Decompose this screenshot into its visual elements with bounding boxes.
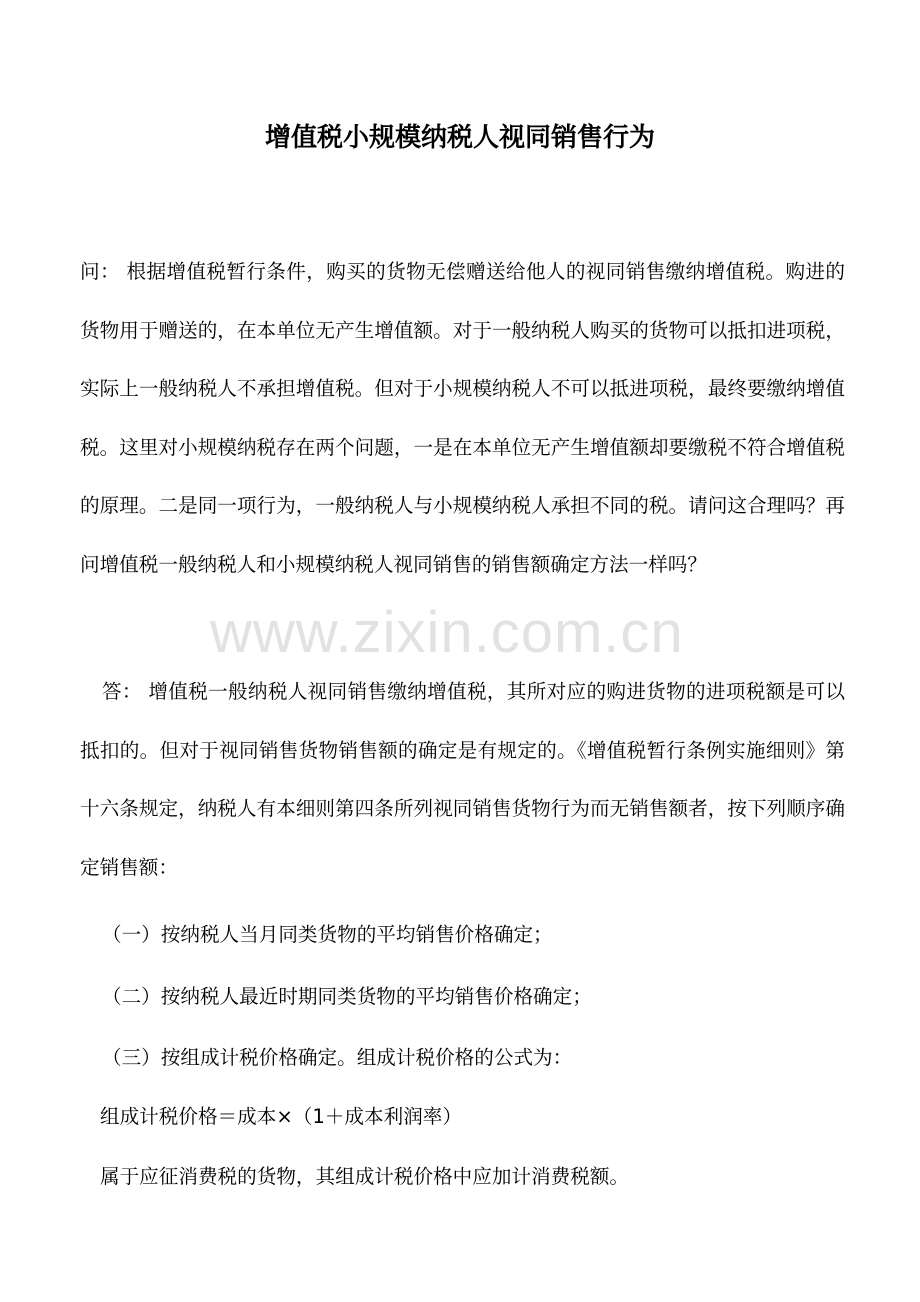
- page-title: 增值税小规模纳税人视同销售行为: [264, 123, 655, 153]
- note-text: 属于应征消费税的货物，其组成计税价格中应加计消费税额。: [100, 1165, 630, 1188]
- list-item-3: （三）按组成计税价格确定。组成计税价格的公式为：: [102, 1046, 573, 1069]
- answer-paragraph: 答： 增值税一般纳税人视同销售缴纳增值税，其所对应的购进货物的进项税额是可以抵扣的。但对于视同销售货物销售额的确定是有规定的。《增值税暂行条例实施细则》第十六条规定，纳税人有本细则第四条所列视同销售货物行为而无销售额者，按下列顺序确定销售额：: [80, 680, 845, 879]
- list-item-1: （一）按纳税人当月同类货物的平均销售价格确定；: [102, 923, 553, 946]
- formula-text: 组成计税价格＝成本×（1＋成本利润率）: [100, 1105, 462, 1128]
- list-item-2: （二）按纳税人最近时期同类货物的平均销售价格确定；: [102, 985, 592, 1008]
- question-paragraph: 问： 根据增值税暂行条件，购买的货物无偿赠送给他人的视同销售缴纳增值税。购进的货物用于赠送的，在本单位无产生增值额。对于一般纳税人购买的货物可以抵扣进项税，实际上一般纳税人不承担增值税。但对于小规模纳税人不可以抵进项税，最终要缴纳增值税。这里对小规模纳税存在两个问题，一是在本单位无产生增值额却要缴税不符合增值税的原理。二是同一项行为，一般纳税人与小规模纳税人承担不同的税。请问这合理吗？再问增值税一般纳税人和小规模纳税人视同销售的销售额确定方法一样吗？: [80, 260, 845, 576]
- watermark-text: www.zixin.com.cn: [210, 600, 684, 665]
